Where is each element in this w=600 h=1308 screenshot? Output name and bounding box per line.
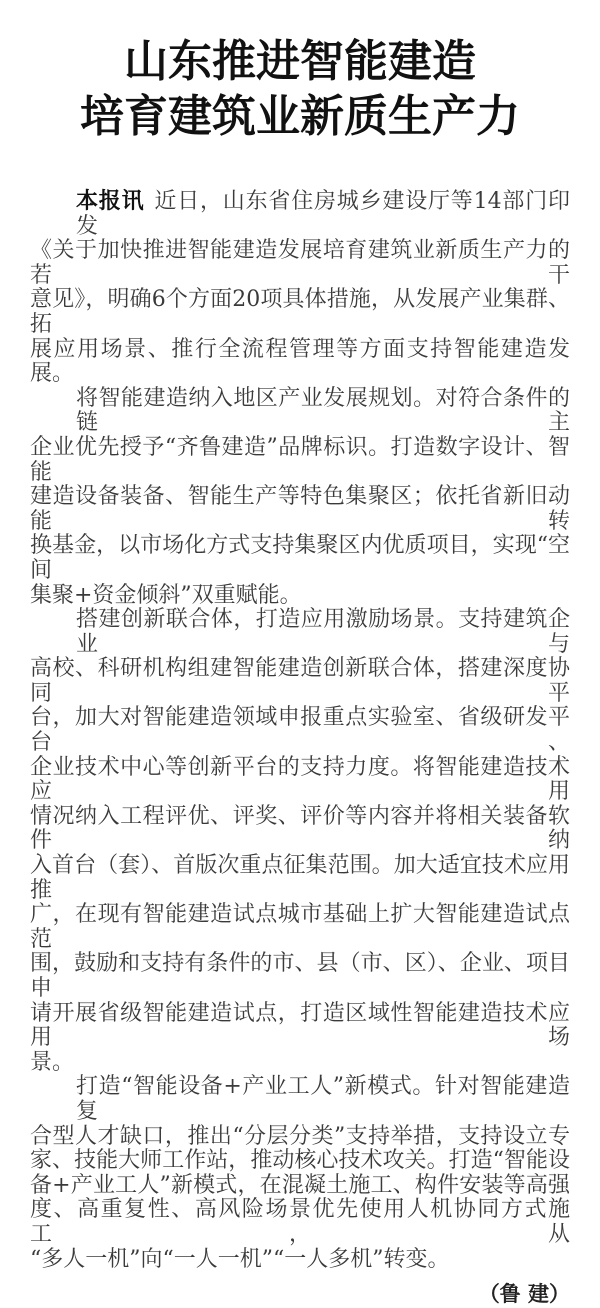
article-author: （鲁 建） bbox=[478, 1282, 570, 1307]
article-line bbox=[30, 1002, 570, 1051]
article-line-text: 广，在现有智能建造试点城市基础上扩大智能建造试点范 bbox=[30, 902, 570, 952]
article-line bbox=[30, 1174, 570, 1199]
article-line bbox=[30, 756, 570, 805]
article-line bbox=[30, 854, 570, 903]
article-line-text: 台，加大对智能建造领域申报重点实验室、省级研发平台、 bbox=[30, 705, 570, 756]
article-line-text: 集聚+资金倾斜”双重赋能。 bbox=[30, 582, 302, 608]
article-line-text: 展应用场景、推行全流程管理等方面支持智能建造发展。 bbox=[30, 336, 570, 387]
article-line bbox=[30, 1248, 570, 1273]
article-line bbox=[30, 608, 570, 657]
article-line bbox=[30, 584, 570, 609]
article-line bbox=[30, 1051, 570, 1076]
article-line-text: 建造设备装备、智能生产等特色集聚区；依托省新旧动能转 bbox=[30, 484, 570, 534]
article-line-text: 高校、科研机构组建智能建造创新联合体，搭建深度协同平 bbox=[30, 656, 570, 706]
article-line bbox=[30, 436, 570, 485]
article-line-text: 《关于加快推进智能建造发展培育建筑业新质生产力的若干 bbox=[30, 238, 570, 288]
article-line-text: 搭建创新联合体，打造应用激励场景。支持建筑企业与 bbox=[76, 607, 570, 657]
article-line bbox=[30, 1125, 570, 1150]
article-line bbox=[30, 239, 570, 288]
article-line bbox=[30, 485, 570, 534]
headline-line-1: 山东推进智能建造 bbox=[124, 36, 476, 87]
article-line bbox=[30, 190, 570, 239]
article-line bbox=[30, 805, 570, 854]
article-line-text: 景。 bbox=[30, 1049, 75, 1075]
article-line bbox=[30, 1149, 570, 1174]
lead-label: 本报讯 bbox=[76, 189, 145, 214]
article-line-text: 近日，山东省住房城乡建设厅等14部门印发 bbox=[76, 189, 570, 239]
article-line-text: 企业优先授予“齐鲁建造”品牌标识。打造数字设计、智能 bbox=[30, 434, 570, 485]
article-line bbox=[30, 288, 570, 337]
article-line-text: 企业技术中心等创新平台的支持力度。将智能建造技术应用 bbox=[30, 754, 570, 805]
article-line bbox=[30, 387, 570, 436]
headline-line-2: 培育建筑业新质生产力 bbox=[80, 91, 520, 142]
article-line bbox=[30, 1198, 570, 1247]
article-line bbox=[30, 952, 570, 1001]
article-line-text: 备+产业工人”新模式，在混凝土施工、构件安装等高强 bbox=[30, 1172, 570, 1198]
article-line-text: 打造“智能设备+产业工人”新模式。针对智能建造复 bbox=[76, 1074, 570, 1124]
article-line bbox=[30, 534, 570, 583]
article-line-text: 情况纳入工程评优、评奖、评价等内容并将相关装备软件纳 bbox=[30, 803, 570, 854]
article-line-text: 家、技能大师工作站，推动核心技术攻关。打造“智能设 bbox=[30, 1148, 570, 1174]
article-line-text: 意见》，明确6个方面20项具体措施，从发展产业集群、拓 bbox=[30, 287, 570, 337]
article-line-text: 度、高重复性、高风险场景优先使用人机协同方式施工，从 bbox=[30, 1197, 570, 1247]
article-line-text: 入首台（套）、首版次重点征集范围。加大适宜技术应用推 bbox=[30, 853, 570, 903]
article-line bbox=[30, 338, 570, 387]
article-line-text: 围，鼓励和支持有条件的市、县（市、区）、企业、项目申 bbox=[30, 951, 570, 1001]
article-line-text: 合型人才缺口，推出“分层分类”支持举措，支持设立专 bbox=[30, 1123, 570, 1149]
article-line bbox=[30, 706, 570, 755]
article-line-text: 请开展省级智能建造试点，打造区域性智能建造技术应用场 bbox=[30, 1000, 570, 1051]
article-line bbox=[30, 903, 570, 952]
article-line-text: “多人一机”向“一人一机”“一人多机”转变。 bbox=[30, 1246, 450, 1272]
article-line-text: 换基金，以市场化方式支持集聚区内优质项目，实现“空间 bbox=[30, 533, 570, 583]
article-line-text: 将智能建造纳入地区产业发展规划。对符合条件的链主 bbox=[76, 385, 570, 436]
article-body bbox=[30, 190, 570, 1272]
article-line bbox=[30, 1075, 570, 1124]
article-line bbox=[30, 657, 570, 706]
